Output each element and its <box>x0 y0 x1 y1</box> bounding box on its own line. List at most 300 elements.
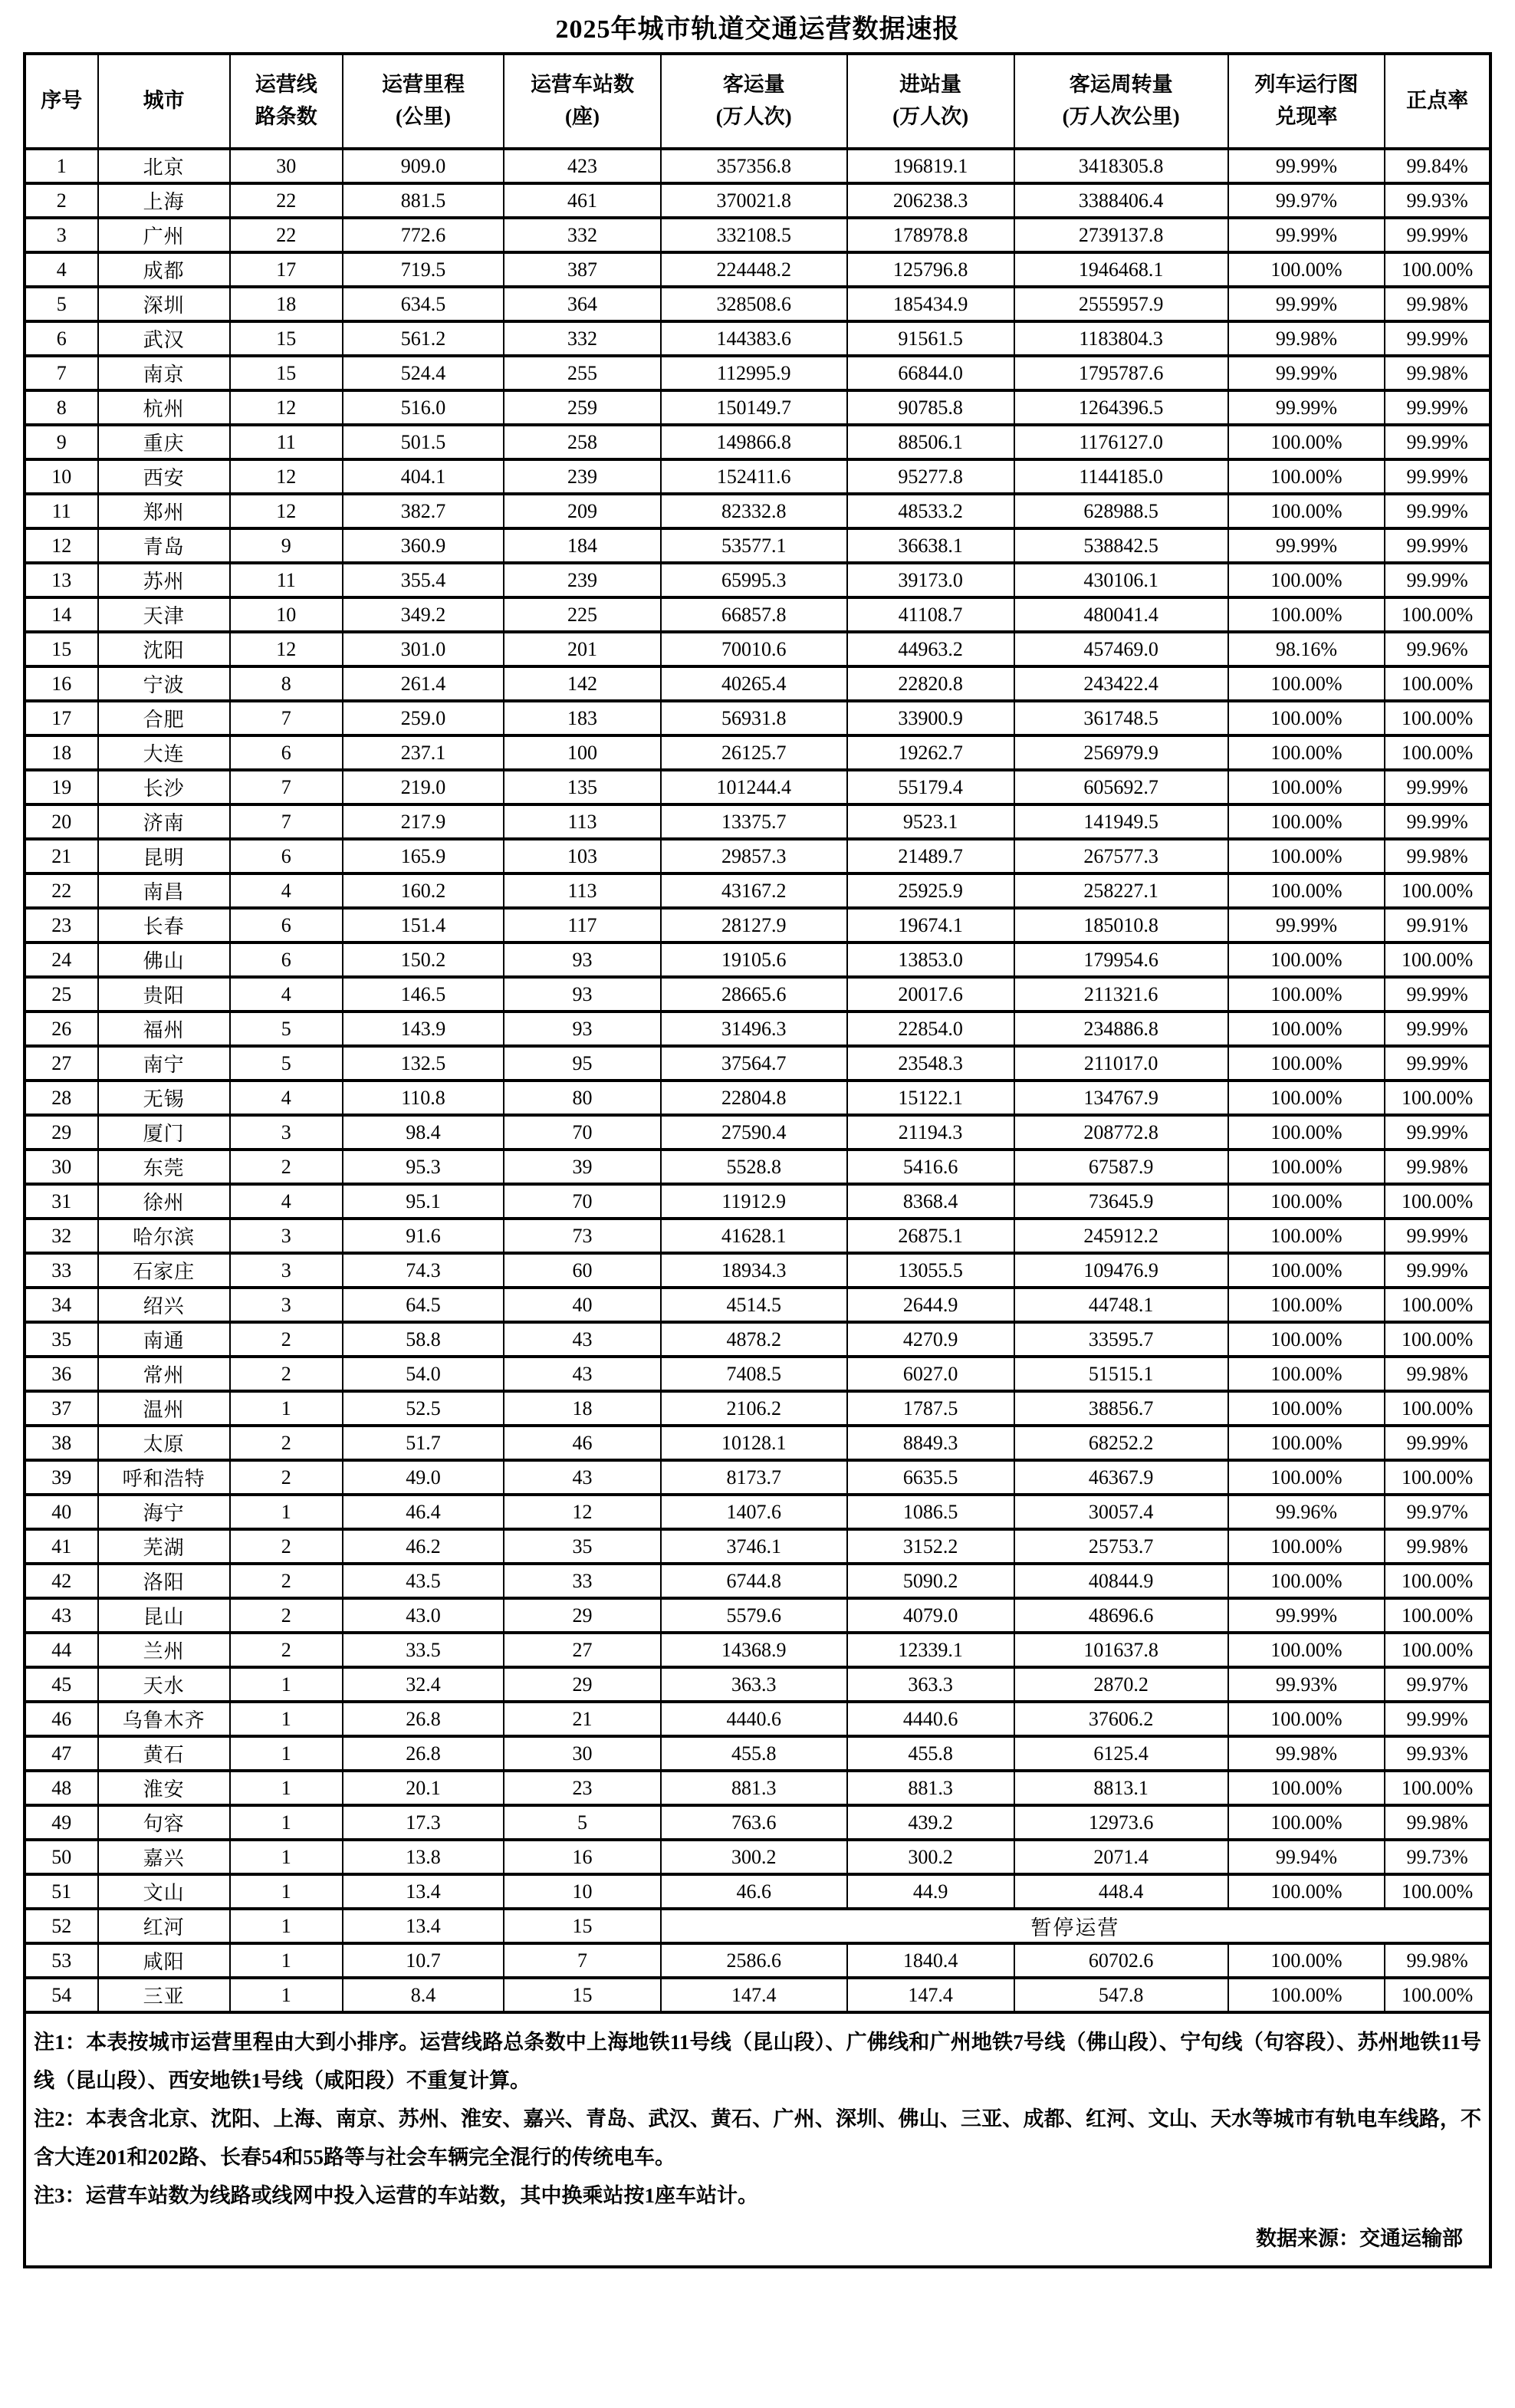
cell-stations: 39 <box>504 1150 661 1184</box>
cell-lines: 1 <box>230 1840 343 1874</box>
cell-ridership: 332108.5 <box>661 218 847 252</box>
table-row <box>25 1495 1490 1529</box>
cell-lines: 7 <box>230 770 343 804</box>
cell-fulfillment: 100.00% <box>1228 1771 1385 1805</box>
cell-mileage: 561.2 <box>343 321 504 356</box>
cell-ridership: 19105.6 <box>661 942 847 977</box>
cell-lines: 22 <box>230 183 343 218</box>
cell-lines: 15 <box>230 356 343 390</box>
cell-ridership: 28127.9 <box>661 908 847 942</box>
cell-fulfillment: 100.00% <box>1228 1012 1385 1046</box>
table-row <box>25 1736 1490 1771</box>
cell-rank: 49 <box>25 1805 98 1840</box>
cell-entries: 88506.1 <box>847 425 1014 459</box>
cell-city: 昆山 <box>98 1598 230 1633</box>
cell-mileage: 261.4 <box>343 666 504 701</box>
cell-rank: 15 <box>25 632 98 666</box>
cell-mileage: 33.5 <box>343 1633 504 1667</box>
cell-turnover: 3418305.8 <box>1014 149 1228 183</box>
cell-rank: 10 <box>25 459 98 494</box>
cell-lines: 1 <box>230 1771 343 1805</box>
cell-lines: 2 <box>230 1357 343 1391</box>
table-row <box>25 1012 1490 1046</box>
cell-turnover: 267577.3 <box>1014 839 1228 873</box>
table-row <box>25 1046 1490 1081</box>
cell-ridership: 13375.7 <box>661 804 847 839</box>
cell-stations: 183 <box>504 701 661 735</box>
cell-mileage: 382.7 <box>343 494 504 528</box>
cell-turnover: 234886.8 <box>1014 1012 1228 1046</box>
cell-punctuality: 99.73% <box>1385 1840 1490 1874</box>
cell-rank: 43 <box>25 1598 98 1633</box>
cell-lines: 12 <box>230 390 343 425</box>
cell-entries: 39173.0 <box>847 563 1014 597</box>
cell-stations: 103 <box>504 839 661 873</box>
cell-punctuality: 100.00% <box>1385 1874 1490 1909</box>
cell-stations: 10 <box>504 1874 661 1909</box>
cell-turnover: 211321.6 <box>1014 977 1228 1012</box>
cell-city: 厦门 <box>98 1115 230 1150</box>
cell-lines: 1 <box>230 1909 343 1943</box>
cell-ridership: 46.6 <box>661 1874 847 1909</box>
cell-mileage: 46.2 <box>343 1529 504 1564</box>
cell-stations: 93 <box>504 977 661 1012</box>
cell-punctuality: 100.00% <box>1385 1288 1490 1322</box>
cell-ridership: 370021.8 <box>661 183 847 218</box>
cell-fulfillment: 100.00% <box>1228 1978 1385 2012</box>
cell-rank: 9 <box>25 425 98 459</box>
cell-entries: 185434.9 <box>847 287 1014 321</box>
cell-stations: 5 <box>504 1805 661 1840</box>
cell-punctuality: 99.91% <box>1385 908 1490 942</box>
cell-entries: 33900.9 <box>847 701 1014 735</box>
cell-stations: 15 <box>504 1978 661 2012</box>
cell-stations: 332 <box>504 218 661 252</box>
cell-entries: 363.3 <box>847 1667 1014 1702</box>
cell-rank: 53 <box>25 1943 98 1978</box>
cell-city: 石家庄 <box>98 1253 230 1288</box>
cell-turnover: 109476.9 <box>1014 1253 1228 1288</box>
cell-turnover: 430106.1 <box>1014 563 1228 597</box>
cell-city: 徐州 <box>98 1184 230 1219</box>
cell-mileage: 95.1 <box>343 1184 504 1219</box>
cell-rank: 7 <box>25 356 98 390</box>
cell-turnover: 256979.9 <box>1014 735 1228 770</box>
cell-rank: 31 <box>25 1184 98 1219</box>
table-row <box>25 1840 1490 1874</box>
cell-city: 洛阳 <box>98 1564 230 1598</box>
cell-entries: 19262.7 <box>847 735 1014 770</box>
cell-punctuality: 99.98% <box>1385 1150 1490 1184</box>
cell-city: 嘉兴 <box>98 1840 230 1874</box>
cell-punctuality: 100.00% <box>1385 942 1490 977</box>
cell-mileage: 143.9 <box>343 1012 504 1046</box>
cell-lines: 2 <box>230 1564 343 1598</box>
cell-turnover: 141949.5 <box>1014 804 1228 839</box>
cell-fulfillment: 98.16% <box>1228 632 1385 666</box>
cell-punctuality: 99.98% <box>1385 1943 1490 1978</box>
column-header-punctuality: 正点率 <box>1385 54 1490 149</box>
table-row <box>25 1702 1490 1736</box>
cell-lines: 3 <box>230 1115 343 1150</box>
cell-ridership: 4878.2 <box>661 1322 847 1357</box>
note-text: 运营车站数为线路或线网中投入运营的车站数，其中换乘站按1座车站计。 <box>85 2184 758 2207</box>
cell-rank: 12 <box>25 528 98 563</box>
cell-rank: 33 <box>25 1253 98 1288</box>
cell-fulfillment: 100.00% <box>1228 1357 1385 1391</box>
cell-lines: 2 <box>230 1633 343 1667</box>
cell-ridership: 26125.7 <box>661 735 847 770</box>
note-label: 注1： <box>34 2031 87 2054</box>
note-1 <box>34 2023 1481 2100</box>
cell-mileage: 91.6 <box>343 1219 504 1253</box>
cell-fulfillment: 100.00% <box>1228 1253 1385 1288</box>
table-row <box>25 321 1490 356</box>
cell-lines: 1 <box>230 1391 343 1426</box>
table-row <box>25 252 1490 287</box>
cell-city: 苏州 <box>98 563 230 597</box>
cell-mileage: 8.4 <box>343 1978 504 2012</box>
cell-stations: 225 <box>504 597 661 632</box>
cell-city: 哈尔滨 <box>98 1219 230 1253</box>
cell-city: 太原 <box>98 1426 230 1460</box>
cell-city: 西安 <box>98 459 230 494</box>
cell-punctuality: 99.98% <box>1385 1529 1490 1564</box>
cell-ridership: 18934.3 <box>661 1253 847 1288</box>
cell-lines: 12 <box>230 494 343 528</box>
cell-ridership: 22804.8 <box>661 1081 847 1115</box>
cell-punctuality: 100.00% <box>1385 1081 1490 1115</box>
page-title: 2025年城市轨道交通运营数据速报 <box>555 15 960 44</box>
cell-entries: 19674.1 <box>847 908 1014 942</box>
table-row <box>25 873 1490 908</box>
cell-rank: 30 <box>25 1150 98 1184</box>
cell-turnover: 2555957.9 <box>1014 287 1228 321</box>
table-row <box>25 1115 1490 1150</box>
cell-fulfillment: 100.00% <box>1228 1288 1385 1322</box>
cell-punctuality: 99.99% <box>1385 494 1490 528</box>
cell-fulfillment: 100.00% <box>1228 1633 1385 1667</box>
cell-fulfillment: 100.00% <box>1228 1874 1385 1909</box>
cell-city: 海宁 <box>98 1495 230 1529</box>
cell-ridership: 5579.6 <box>661 1598 847 1633</box>
cell-ridership: 152411.6 <box>661 459 847 494</box>
column-header-lines: 运营线 路条数 <box>230 54 343 149</box>
cell-lines: 3 <box>230 1253 343 1288</box>
table-row <box>25 839 1490 873</box>
cell-mileage: 49.0 <box>343 1460 504 1495</box>
cell-stations: 184 <box>504 528 661 563</box>
cell-entries: 9523.1 <box>847 804 1014 839</box>
cell-turnover: 8813.1 <box>1014 1771 1228 1805</box>
cell-fulfillment: 100.00% <box>1228 873 1385 908</box>
cell-lines: 3 <box>230 1219 343 1253</box>
cell-fulfillment: 99.96% <box>1228 1495 1385 1529</box>
cell-city: 重庆 <box>98 425 230 459</box>
cell-ridership: 150149.7 <box>661 390 847 425</box>
cell-stations: 100 <box>504 735 661 770</box>
cell-mileage: 719.5 <box>343 252 504 287</box>
cell-ridership: 763.6 <box>661 1805 847 1840</box>
note-text: 本表含北京、沈阳、上海、南京、苏州、淮安、嘉兴、青岛、武汉、黄石、广州、深圳、佛山、三亚、成都、红河、文山、天水等城市有轨电车线路，不含大连201和202路、长春54和55路等与社会车辆完全混行的传统电车。 <box>34 2107 1481 2169</box>
cell-ridership: 7408.5 <box>661 1357 847 1391</box>
table-row <box>25 597 1490 632</box>
cell-stations: 461 <box>504 183 661 218</box>
cell-entries: 23548.3 <box>847 1046 1014 1081</box>
cell-stations: 21 <box>504 1702 661 1736</box>
cell-lines: 2 <box>230 1150 343 1184</box>
cell-entries: 90785.8 <box>847 390 1014 425</box>
cell-fulfillment: 100.00% <box>1228 1805 1385 1840</box>
cell-rank: 48 <box>25 1771 98 1805</box>
cell-entries: 13055.5 <box>847 1253 1014 1288</box>
cell-mileage: 95.3 <box>343 1150 504 1184</box>
cell-stations: 135 <box>504 770 661 804</box>
cell-entries: 22854.0 <box>847 1012 1014 1046</box>
cell-rank: 16 <box>25 666 98 701</box>
cell-rank: 20 <box>25 804 98 839</box>
cell-mileage: 634.5 <box>343 287 504 321</box>
column-header-mileage: 运营里程 (公里) <box>343 54 504 149</box>
cell-entries: 48533.2 <box>847 494 1014 528</box>
cell-ridership: 8173.7 <box>661 1460 847 1495</box>
cell-lines: 8 <box>230 666 343 701</box>
cell-city: 淮安 <box>98 1771 230 1805</box>
table-row <box>25 459 1490 494</box>
cell-ridership: 70010.6 <box>661 632 847 666</box>
cell-rank: 11 <box>25 494 98 528</box>
cell-city: 佛山 <box>98 942 230 977</box>
cell-stations: 43 <box>504 1357 661 1391</box>
cell-punctuality: 99.99% <box>1385 1426 1490 1460</box>
cell-lines: 12 <box>230 459 343 494</box>
cell-mileage: 501.5 <box>343 425 504 459</box>
cell-punctuality: 99.99% <box>1385 321 1490 356</box>
cell-stations: 7 <box>504 1943 661 1978</box>
transit-data-table <box>23 52 1492 2014</box>
table-row <box>25 1909 1490 1943</box>
cell-stations: 29 <box>504 1667 661 1702</box>
note-label: 注3： <box>34 2184 86 2207</box>
cell-lines: 1 <box>230 1874 343 1909</box>
cell-lines: 1 <box>230 1805 343 1840</box>
cell-city: 绍兴 <box>98 1288 230 1322</box>
cell-turnover: 243422.4 <box>1014 666 1228 701</box>
table-row <box>25 1564 1490 1598</box>
cell-mileage: 52.5 <box>343 1391 504 1426</box>
cell-mileage: 110.8 <box>343 1081 504 1115</box>
cell-turnover: 37606.2 <box>1014 1702 1228 1736</box>
cell-mileage: 58.8 <box>343 1322 504 1357</box>
cell-entries: 25925.9 <box>847 873 1014 908</box>
cell-lines: 5 <box>230 1046 343 1081</box>
table-row <box>25 1978 1490 2012</box>
cell-punctuality: 100.00% <box>1385 1564 1490 1598</box>
cell-fulfillment: 100.00% <box>1228 1529 1385 1564</box>
cell-turnover: 1176127.0 <box>1014 425 1228 459</box>
cell-city: 天津 <box>98 597 230 632</box>
cell-turnover: 628988.5 <box>1014 494 1228 528</box>
cell-city: 南通 <box>98 1322 230 1357</box>
cell-entries: 8368.4 <box>847 1184 1014 1219</box>
cell-city: 兰州 <box>98 1633 230 1667</box>
cell-lines: 1 <box>230 1943 343 1978</box>
cell-lines: 4 <box>230 1081 343 1115</box>
cell-lines: 2 <box>230 1460 343 1495</box>
cell-entries: 1840.4 <box>847 1943 1014 1978</box>
note-3 <box>34 2176 1481 2215</box>
cell-stations: 30 <box>504 1736 661 1771</box>
cell-punctuality: 100.00% <box>1385 873 1490 908</box>
cell-entries: 125796.8 <box>847 252 1014 287</box>
cell-punctuality: 100.00% <box>1385 701 1490 735</box>
cell-lines: 2 <box>230 1426 343 1460</box>
cell-stations: 15 <box>504 1909 661 1943</box>
cell-mileage: 98.4 <box>343 1115 504 1150</box>
cell-rank: 46 <box>25 1702 98 1736</box>
cell-city: 青岛 <box>98 528 230 563</box>
cell-fulfillment: 100.00% <box>1228 1391 1385 1426</box>
cell-mileage: 13.8 <box>343 1840 504 1874</box>
cell-entries: 8849.3 <box>847 1426 1014 1460</box>
cell-city: 常州 <box>98 1357 230 1391</box>
cell-ridership: 5528.8 <box>661 1150 847 1184</box>
cell-rank: 37 <box>25 1391 98 1426</box>
cell-entries: 2644.9 <box>847 1288 1014 1322</box>
cell-turnover: 6125.4 <box>1014 1736 1228 1771</box>
cell-fulfillment: 100.00% <box>1228 1702 1385 1736</box>
notes-list <box>34 2023 1481 2215</box>
cell-turnover: 48696.6 <box>1014 1598 1228 1633</box>
cell-city: 句容 <box>98 1805 230 1840</box>
cell-mileage: 772.6 <box>343 218 504 252</box>
cell-rank: 4 <box>25 252 98 287</box>
table-row <box>25 1874 1490 1909</box>
cell-punctuality: 99.99% <box>1385 804 1490 839</box>
cell-city: 合肥 <box>98 701 230 735</box>
table-row <box>25 1771 1490 1805</box>
table-row <box>25 770 1490 804</box>
cell-lines: 4 <box>230 873 343 908</box>
cell-ridership: 31496.3 <box>661 1012 847 1046</box>
cell-ridership: 144383.6 <box>661 321 847 356</box>
cell-stations: 70 <box>504 1184 661 1219</box>
cell-punctuality: 99.93% <box>1385 1736 1490 1771</box>
cell-stations: 93 <box>504 1012 661 1046</box>
cell-lines: 7 <box>230 804 343 839</box>
cell-city: 长沙 <box>98 770 230 804</box>
cell-ridership: 82332.8 <box>661 494 847 528</box>
cell-fulfillment: 99.98% <box>1228 321 1385 356</box>
cell-entries: 66844.0 <box>847 356 1014 390</box>
cell-punctuality: 99.97% <box>1385 1495 1490 1529</box>
cell-turnover: 60702.6 <box>1014 1943 1228 1978</box>
table-row <box>25 666 1490 701</box>
cell-ridership: 101244.4 <box>661 770 847 804</box>
cell-rank: 13 <box>25 563 98 597</box>
cell-ridership: 14368.9 <box>661 1633 847 1667</box>
cell-fulfillment: 99.93% <box>1228 1667 1385 1702</box>
cell-city: 沈阳 <box>98 632 230 666</box>
cell-ridership: 53577.1 <box>661 528 847 563</box>
table-row <box>25 528 1490 563</box>
cell-stations: 80 <box>504 1081 661 1115</box>
cell-entries: 44963.2 <box>847 632 1014 666</box>
cell-fulfillment: 99.99% <box>1228 149 1385 183</box>
cell-rank: 19 <box>25 770 98 804</box>
cell-fulfillment: 99.94% <box>1228 1840 1385 1874</box>
cell-lines: 10 <box>230 597 343 632</box>
cell-fulfillment: 100.00% <box>1228 597 1385 632</box>
cell-suspended-operation: 暂停运营 <box>661 1909 1490 1943</box>
data-source: 数据来源：交通运输部 <box>1256 2227 1463 2250</box>
table-row <box>25 149 1490 183</box>
cell-punctuality: 99.99% <box>1385 977 1490 1012</box>
cell-punctuality: 100.00% <box>1385 1322 1490 1357</box>
cell-stations: 29 <box>504 1598 661 1633</box>
cell-city: 乌鲁木齐 <box>98 1702 230 1736</box>
cell-stations: 43 <box>504 1460 661 1495</box>
cell-rank: 45 <box>25 1667 98 1702</box>
cell-rank: 35 <box>25 1322 98 1357</box>
cell-ridership: 357356.8 <box>661 149 847 183</box>
cell-mileage: 54.0 <box>343 1357 504 1391</box>
cell-mileage: 26.8 <box>343 1736 504 1771</box>
cell-turnover: 25753.7 <box>1014 1529 1228 1564</box>
cell-fulfillment: 99.98% <box>1228 1736 1385 1771</box>
table-row <box>25 1426 1490 1460</box>
cell-punctuality: 99.99% <box>1385 425 1490 459</box>
cell-city: 东莞 <box>98 1150 230 1184</box>
cell-ridership: 65995.3 <box>661 563 847 597</box>
cell-city: 长春 <box>98 908 230 942</box>
cell-ridership: 2586.6 <box>661 1943 847 1978</box>
notes-section <box>23 2014 1492 2268</box>
cell-ridership: 56931.8 <box>661 701 847 735</box>
table-row <box>25 1943 1490 1978</box>
cell-entries: 1787.5 <box>847 1391 1014 1426</box>
cell-entries: 300.2 <box>847 1840 1014 1874</box>
cell-ridership: 2106.2 <box>661 1391 847 1426</box>
cell-turnover: 211017.0 <box>1014 1046 1228 1081</box>
cell-turnover: 44748.1 <box>1014 1288 1228 1322</box>
table-row <box>25 1598 1490 1633</box>
table-row <box>25 701 1490 735</box>
cell-stations: 113 <box>504 873 661 908</box>
cell-turnover: 179954.6 <box>1014 942 1228 977</box>
cell-fulfillment: 100.00% <box>1228 1943 1385 1978</box>
cell-rank: 2 <box>25 183 98 218</box>
cell-entries: 95277.8 <box>847 459 1014 494</box>
cell-mileage: 10.7 <box>343 1943 504 1978</box>
table-row <box>25 1805 1490 1840</box>
cell-entries: 41108.7 <box>847 597 1014 632</box>
cell-lines: 22 <box>230 218 343 252</box>
cell-fulfillment: 100.00% <box>1228 1150 1385 1184</box>
table-row <box>25 942 1490 977</box>
cell-mileage: 301.0 <box>343 632 504 666</box>
cell-mileage: 237.1 <box>343 735 504 770</box>
column-header-turnover: 客运周转量 (万人次公里) <box>1014 54 1228 149</box>
cell-fulfillment: 100.00% <box>1228 942 1385 977</box>
cell-punctuality: 99.99% <box>1385 459 1490 494</box>
cell-stations: 60 <box>504 1253 661 1288</box>
cell-turnover: 1795787.6 <box>1014 356 1228 390</box>
cell-rank: 1 <box>25 149 98 183</box>
cell-punctuality: 99.97% <box>1385 1667 1490 1702</box>
cell-entries: 26875.1 <box>847 1219 1014 1253</box>
cell-entries: 1086.5 <box>847 1495 1014 1529</box>
